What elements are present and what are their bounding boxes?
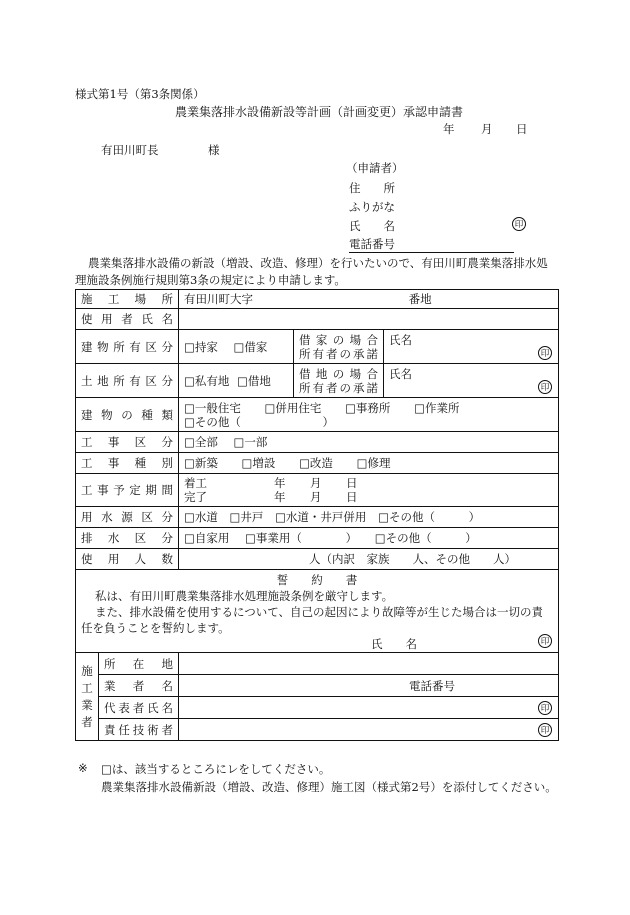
schedule-end-label: 完了 — [184, 490, 207, 504]
row-contractor-rep — [76, 697, 559, 719]
schedule-start-label: 着工 — [184, 476, 207, 490]
contractor-char-2: 工 — [81, 680, 93, 695]
user-label: 使用者氏名 — [76, 309, 179, 330]
application-form-table — [75, 289, 559, 741]
building-note-line1: 借家の場合 — [299, 332, 378, 347]
contractor-phone-label: 電話番号 — [409, 678, 455, 693]
work-new-checkbox[interactable]: □新築 — [184, 456, 218, 470]
work-part-checkbox[interactable]: □一部 — [233, 435, 268, 449]
row-water-source — [76, 507, 559, 528]
land-owner-name-label: 氏名 — [389, 367, 412, 381]
schedule-start-year: 年 — [274, 476, 286, 490]
building-note-line2: 所有者の承諾 — [299, 346, 378, 361]
applicant-address-label: 住 所 — [349, 181, 395, 195]
water-tap-checkbox[interactable]: □水道 — [184, 510, 218, 524]
row-schedule — [76, 474, 559, 507]
pledge-line-2: また、排水設備を使用するについて、自己の起因により故障等が生じた場合は一切の責 — [95, 605, 544, 619]
schedule-end-month: 月 — [310, 490, 322, 504]
contractor-rep-field[interactable] — [179, 697, 559, 719]
site-suffix: 番地 — [408, 292, 432, 306]
drain-business-close: ） — [345, 531, 358, 545]
site-value: 有田川町大字 — [184, 292, 253, 306]
building-owner-name-field[interactable] — [384, 330, 559, 364]
schedule-field[interactable] — [179, 474, 559, 507]
row-user — [76, 309, 559, 330]
water-both-checkbox[interactable]: □水道・井戸併用 — [275, 510, 367, 524]
work-all-checkbox[interactable]: □全部 — [184, 435, 218, 449]
users-count-label: 使用人数 — [76, 549, 179, 570]
work-repair-checkbox[interactable]: □修理 — [356, 456, 391, 470]
seal-icon: 印 — [538, 380, 552, 394]
pledge-name-label: 氏 名 — [371, 637, 417, 651]
drain-other-close: ） — [465, 531, 477, 545]
building-owner-name-label: 氏名 — [389, 333, 412, 347]
building-type-options — [179, 398, 559, 432]
document-title: 農業集落排水設備新設等計画（計画変更）承認申請書 — [175, 105, 464, 119]
pledge-line-1: 私は、有田川町農業集落排水処理施設条例を厳守します。 — [95, 589, 394, 603]
date-month-label: 月 — [481, 122, 493, 136]
water-source-label: 用水源区分 — [76, 507, 179, 528]
drain-business-checkbox[interactable]: □事業用（ — [245, 531, 302, 545]
land-own-checkbox[interactable]: □私有地 — [184, 373, 230, 388]
addressee-suffix: 様 — [208, 143, 220, 157]
water-other-close: ） — [468, 510, 481, 524]
row-building-type — [76, 398, 559, 432]
building-rent-checkbox[interactable]: □借家 — [233, 339, 268, 354]
type-workshop-checkbox[interactable]: □作業所 — [414, 400, 460, 415]
applicant-name-label: 氏 名 — [349, 219, 395, 233]
row-land-ownership — [76, 364, 559, 398]
seal-icon: 印 — [512, 217, 526, 231]
note-2: 農業集落排水設備新設（増設、改造、修理）施工図（様式第2号）を添付してください。 — [101, 780, 557, 794]
contractor-group-label — [76, 653, 99, 741]
applicant-phone-label: 電話番号 — [349, 236, 514, 253]
work-class-label: 工事区分 — [76, 432, 179, 453]
row-contractor-engineer — [76, 719, 559, 741]
type-office-checkbox[interactable]: □事務所 — [345, 400, 391, 415]
pledge-title: 誓 約 書 — [276, 573, 358, 587]
date-year-label: 年 — [443, 122, 455, 136]
work-modify-checkbox[interactable]: □改造 — [299, 456, 333, 470]
seal-icon: 印 — [538, 701, 552, 715]
drain-private-checkbox[interactable]: □自家用 — [184, 531, 230, 545]
contractor-location-field[interactable] — [179, 653, 559, 675]
seal-icon: 印 — [538, 346, 552, 360]
applicant-seal — [512, 216, 526, 231]
pledge-line-3: 任を負うことを誓約します。 — [81, 621, 230, 635]
building-own-checkbox[interactable]: □持家 — [184, 339, 218, 354]
work-type-label: 工事種別 — [76, 453, 179, 474]
work-type-options — [179, 453, 559, 474]
schedule-end-year: 年 — [274, 490, 286, 504]
form-number: 様式第1号（第3条関係） — [75, 87, 205, 101]
seal-icon: 印 — [538, 634, 552, 648]
addressee: 有田川町長 — [101, 143, 159, 157]
type-other-checkbox[interactable]: □その他（ — [184, 414, 241, 429]
note-mark: ※ — [78, 761, 88, 775]
contractor-char-3: 業 — [81, 697, 93, 712]
contractor-engineer-field[interactable] — [179, 719, 559, 741]
building-ownership-options — [179, 330, 294, 364]
row-pledge — [76, 570, 559, 653]
site-field[interactable] — [179, 290, 559, 309]
user-name-field[interactable] — [179, 309, 559, 330]
schedule-start-day: 日 — [346, 476, 358, 490]
land-note-line2: 所有者の承諾 — [299, 380, 378, 395]
row-work-class — [76, 432, 559, 453]
contractor-engineer-label: 責任技術者 — [99, 719, 179, 741]
seal-icon: 印 — [538, 723, 552, 737]
date-day-label: 日 — [516, 122, 528, 136]
contractor-rep-label: 代表者氏名 — [99, 697, 179, 719]
row-site — [76, 290, 559, 309]
intro-line-2: 理施設条例施行規則第3条の規定により申請します。 — [75, 273, 346, 287]
land-ownership-options — [179, 364, 294, 398]
land-rent-checkbox[interactable]: □借地 — [237, 373, 271, 388]
land-owner-name-field[interactable] — [384, 364, 559, 398]
row-drainage — [76, 528, 559, 549]
applicant-furigana-label: ふりがな — [349, 200, 395, 214]
building-type-label: 建物の種類 — [76, 398, 179, 432]
land-note-line1: 借地の場合 — [299, 366, 378, 381]
row-contractor-location — [76, 653, 559, 675]
contractor-char-4: 者 — [81, 714, 93, 729]
row-users-count — [76, 549, 559, 570]
water-source-options — [179, 507, 559, 528]
work-class-options — [179, 432, 559, 453]
water-other-checkbox[interactable]: □その他（ — [378, 510, 435, 524]
contractor-company-field[interactable] — [179, 675, 559, 697]
building-owner-consent-note — [294, 330, 384, 364]
type-mixed-checkbox[interactable]: □併用住宅 — [264, 400, 322, 415]
work-add-checkbox[interactable]: □増設 — [241, 456, 276, 470]
building-ownership-label: 建物所有区分 — [76, 330, 179, 364]
type-residence-checkbox[interactable]: □一般住宅 — [184, 400, 241, 415]
water-well-checkbox[interactable]: □井戸 — [229, 510, 264, 524]
drain-other-checkbox[interactable]: □その他（ — [374, 531, 432, 545]
row-work-type — [76, 453, 559, 474]
note-1: □は、該当するところにレをしてください。 — [101, 762, 331, 776]
schedule-end-day: 日 — [346, 490, 358, 504]
row-contractor-company — [76, 675, 559, 697]
drainage-label: 排水区分 — [76, 528, 179, 549]
site-label: 施工場所 — [76, 290, 179, 309]
drainage-options — [179, 528, 559, 549]
contractor-company-label: 業者名 — [99, 675, 179, 697]
schedule-label: 工事予定期間 — [76, 474, 179, 507]
land-ownership-label: 土地所有区分 — [76, 364, 179, 398]
schedule-start-month: 月 — [310, 476, 322, 490]
applicant-heading: （申請者） — [346, 161, 404, 175]
type-other-close: ） — [322, 414, 335, 429]
row-building-ownership — [76, 330, 559, 364]
users-count-field[interactable]: 人（内訳 家族 人、その他 人） — [179, 549, 559, 570]
land-owner-consent-note — [294, 364, 384, 398]
contractor-char-1: 施 — [81, 663, 93, 678]
intro-line-1: 農業集落排水設備の新設（増設、改造、修理）を行いたいので、有田川町農業集落排水処 — [88, 256, 548, 270]
pledge-section — [76, 570, 559, 653]
contractor-location-label: 所在地 — [99, 653, 179, 675]
